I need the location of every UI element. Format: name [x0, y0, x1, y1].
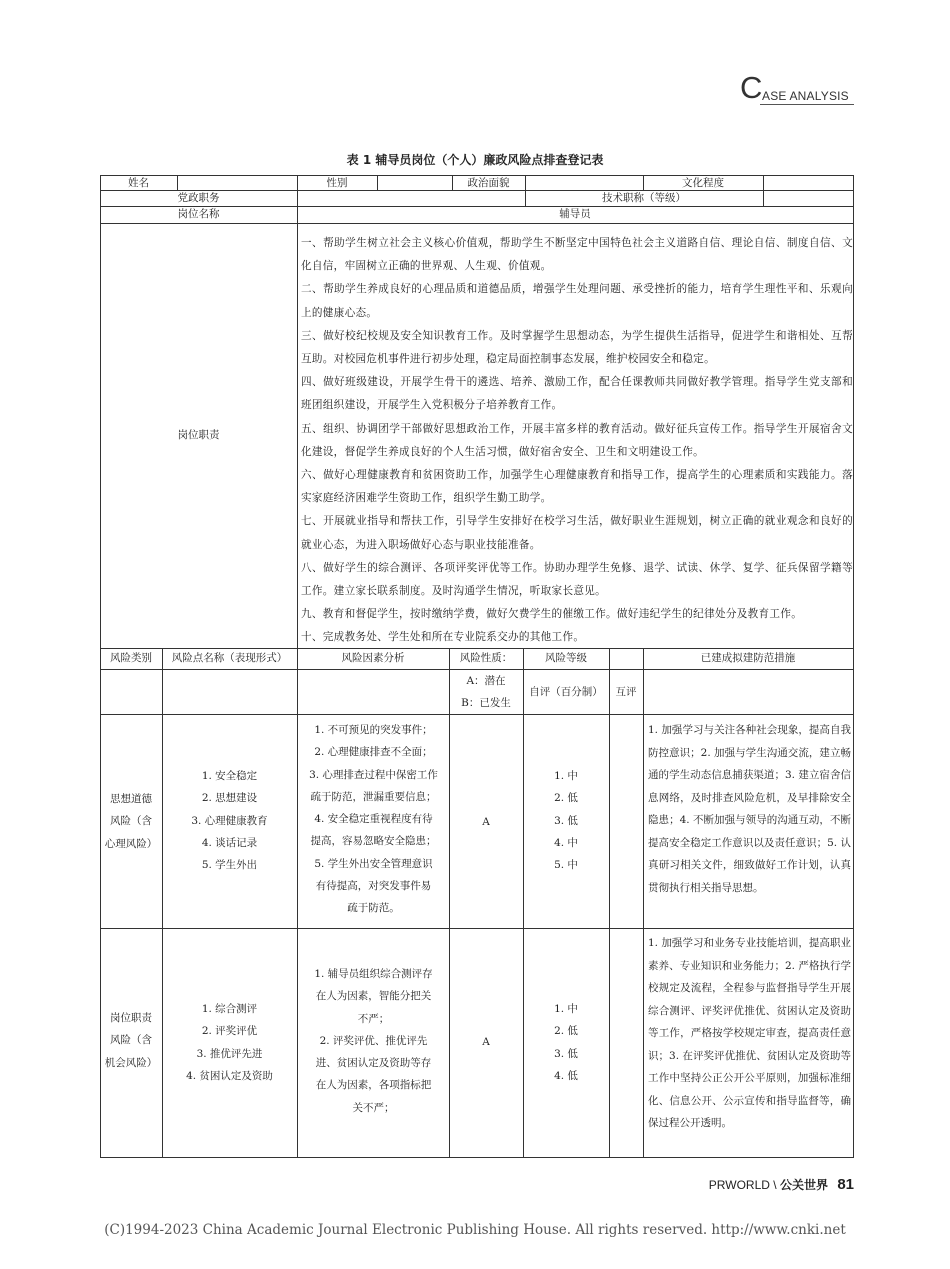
nature-b-legend: B：已发生	[461, 697, 511, 709]
tech-title-label: 技术职称（等级）	[602, 192, 686, 204]
duty-item: 七、开展就业指导和帮扶工作，引导学生安排好在校学习生活，做好职业生涯规划，树立正确的就业观念和良好的就业心态，为进入职场做好心态与职业技能准备。	[301, 515, 853, 551]
gender-label: 性别	[326, 177, 348, 189]
duty-item: 三、做好校纪校规及安全知识教育工作。及时掌握学生思想动态，为学生提供生活指导，促进学生和谐相处、互帮互助。对校园危机事件进行初步处理，稳定局面控制事态发展，维护校园安全和稳定。	[301, 329, 853, 366]
duty-item: 五、组织、协调团学干部做好思想政治工作，开展丰富多样的教育活动。做好征兵宣传工作。指导学生开展宿舍文化建设，督促学生养成良好的个人生活习惯，做好宿舍安全、卫生和文明建设工作。	[301, 422, 853, 458]
duty-item: 八、做好学生的综合测评、各项评奖评优等工作。协助办理学生免修、退学、试读、休学、复学、征兵保留学籍等工作。建立家长联系制度。及时沟通学生情况，听取家长意见。	[301, 561, 853, 598]
footer-separator: \	[773, 1178, 777, 1192]
gender-field[interactable]	[378, 177, 451, 189]
brand-initial: C	[740, 70, 763, 105]
duty-item: 九、教育和督促学生，按时缴纳学费，做好欠费学生的催缴工作。做好违纪学生的纪律处分及教育工作。	[301, 608, 803, 621]
risk-nature: A	[482, 816, 490, 828]
risk-points: 1. 综合测评 2. 评奖评优 3. 推优评先进 4. 贫困认定及资助	[186, 1003, 273, 1082]
risk-points: 1. 安全稳定 2. 思想建设 3. 心理健康教育 4. 谈话记录 5. 学生外出	[191, 770, 268, 872]
post-name-value: 辅导员	[559, 208, 591, 220]
duty-item: 二、帮助学生养成良好的心理品质和道德品质，增强学生处理问题、承受挫折的能力，培育学生理性平和、乐观向上的健康心态。	[301, 283, 853, 319]
journal-brand	[740, 70, 854, 106]
duty-item: 四、做好班级建设，开展学生骨干的遴选、培养、激励工作，配合任课教师共同做好教学管理。指导学生党支部和班团组织建设，开展学生入党积极分子培养教育工作。	[301, 376, 853, 412]
risk-point-header: 风险点名称（表现形式）	[171, 652, 288, 664]
risk-nature-header: 风险性质：	[459, 652, 513, 664]
page-footer	[709, 1176, 854, 1193]
risk-analysis-header: 风险因素分析	[341, 652, 405, 664]
risk-measures: 1. 加强学习与关注各种社会现象，提高自我防控意识；2. 加强与学生沟通交流，建立畅通的学生动态信息捕获渠道；3. 建立宿舍信息网络，及时排查风险危机，及早排除安全隐患；4. 不断加强与领导的沟通互动，不断提高安全稳定工作意识以及责任意识；5. 认真研习相关文件，细致做好工作计划，认真贯彻执行相关指导思想。	[648, 724, 851, 894]
risk-levels: 1. 中 2. 低 3. 低 4. 低	[554, 1003, 578, 1082]
risk-measures: 1. 加强学习和业务专业技能培训，提高职业素养、专业知识和业务能力；2. 严格执行学校规定及流程，全程参与监督指导学生开展综合测评、评奖评优推优、贫困认定及资助等工作，严格按学校规定审查，提高责任意识；3. 在评奖评优推优、贫困认定及资助等工作中坚持公正公开公平原则，加强标准细化、信息公开、公示宣传和指导监督等，确保过程公开透明。	[648, 937, 851, 1129]
brand-text: ASE ANALYSIS	[762, 89, 849, 103]
education-field[interactable]	[764, 177, 852, 189]
name-label: 姓名	[128, 177, 149, 189]
duty-item: 十、完成教务处、学生处和所在专业院系交办的其他工作。	[301, 631, 585, 644]
risk-category: 思想道德 风险（含 心理风险）	[104, 793, 158, 850]
politics-field[interactable]	[526, 177, 642, 189]
education-label: 文化程度	[682, 177, 724, 189]
footer-en: PRWORLD	[708, 1178, 770, 1192]
party-post-label: 党政职务	[177, 192, 220, 204]
risk-levels: 1. 中 2. 低 3. 低 4. 中 5. 中	[554, 770, 578, 872]
brand-underline	[760, 104, 854, 105]
party-post-field[interactable]	[298, 192, 524, 204]
mutual-eval-header: 互评	[615, 686, 637, 698]
risk-analysis: 1. 不可预见的突发事件； 2. 心理健康排查不全面； 3. 心理排查过程中保密工作 疏于防范，泄漏重要信息； 4. 安全稳定重视程度有待 提高，容易忽略安全隐患； 5. 学生外出安全管理意识 有待提高，对突发事件易 疏于防范。	[309, 724, 438, 915]
risk-nature: A	[482, 1036, 490, 1048]
self-eval-header: 自评（百分制）	[529, 686, 603, 698]
risk-level-header: 风险等级	[545, 652, 587, 664]
politics-label: 政治面貌	[467, 177, 510, 189]
page-number: 81	[837, 1176, 854, 1193]
post-name-label: 岗位名称	[177, 208, 220, 220]
duties-label: 岗位职责	[177, 429, 220, 441]
tech-title-field[interactable]	[764, 192, 852, 204]
risk-category: 岗位职责 风险（含 机会风险）	[104, 1012, 158, 1069]
footer-journal-name: 公关世界	[779, 1178, 828, 1192]
risk-measures-header: 已建成拟建防范措施	[700, 652, 796, 664]
name-field[interactable]	[178, 177, 296, 189]
duty-item: 六、做好心理健康教育和贫困资助工作，加强学生心理健康教育和指导工作，提高学生的心理素质和实践能力。落实家庭经济困难学生资助工作，组织学生勤工助学。	[301, 469, 853, 505]
copyright-notice: (C)1994-2023 China Academic Journal Electronic Publishing House. All rights reserved. http://www.cnki.net	[104, 1222, 846, 1238]
duties-list	[301, 232, 853, 650]
risk-analysis: 1. 辅导员组织综合测评存 在人为因素，智能分把关 不严； 2. 评奖评优、推优评先 进、贫困认定及资助等存 在人为因素，各项指标把 关不严；	[314, 968, 433, 1114]
duty-item: 一、帮助学生树立社会主义核心价值观，帮助学生不断坚定中国特色社会主义道路自信、理论自信、制度自信、文化自信，牢固树立正确的世界观、人生观、价值观。	[301, 237, 853, 273]
nature-a-legend: A：潜在	[466, 675, 506, 687]
risk-category-header: 风险类别	[110, 652, 152, 664]
table-title: 表 1 辅导员岗位（个人）廉政风险点排查登记表	[346, 153, 604, 167]
